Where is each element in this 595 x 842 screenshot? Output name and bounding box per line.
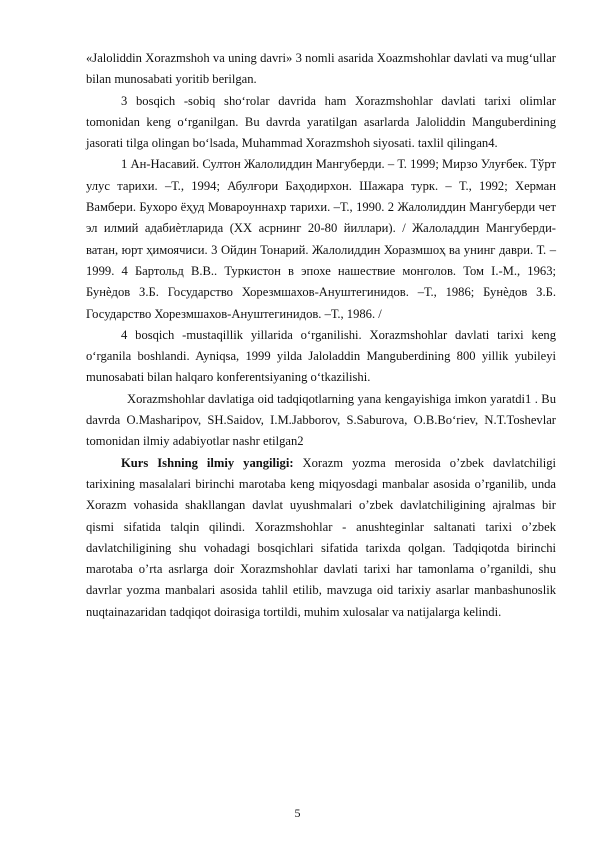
page-number: 5 xyxy=(294,806,301,820)
paragraph-novelty-body: Xorazm yozma merosida o’zbek davlatchiligi tarixining masalalari birinchi marotaba keng miqyosdagi manbalar asosida o’rganilib, unda Xorazm vohasida shakllangan davlat uyushmalari o’zbek davlatchiligining ajralmas bir qismi sifatida talqin qilindi. Xorazmshohlar - anushteginlar saltanati tarixi o’zbek davlatchiligining shu vohadagi bosqichlari sifatida tarixda qolgan. Tadqiqotda birinchi marotaba o’rta asrlarga doir Xorazmshohlar davlati tarixi har tamonlama o’rganildi, shu davrlar yozma manbalari asosida tahlil etilib, mavzuga oid tarixiy asarlar manbashunoslik nuqtainazaridan tadqiqot doirasiga tortildi, muhim xulosalar va natijalarga kelindi. xyxy=(86,455,557,619)
paragraph-stage-four: 4 bosqich -mustaqillik yillarida o‘rganilishi. Xorazmshohlar davlati tarixi keng o‘rganila boshlandi. Ayniqsa, 1999 yilda Jaloladdin Manguberdining 800 yillik yubileyi munosabati bilan halqaro konferentsiyaning o‘tkazilishi. xyxy=(86,327,556,385)
section-heading-novelty: Kurs Ishning ilmiy yangiligi: xyxy=(121,455,294,470)
paragraph-intro-continuation: «Jaloliddin Xorazmshoh va uning davri» 3 nomli asarida Xoazmshohlar davlati va mug‘ullar bilan munosabati yoritib berilgan. xyxy=(86,51,556,87)
paragraph-research-expansion: Xorazmshohlar davlatiga oid tadqiqotlarning yana kengayishiga imkon yaratdi1 . Bu davrda O.Masharipov, SH.Saidov, I.M.Jabborov, S.Saburova, O.B.Bo‘riev, N.T.Toshevlar tomonidan ilmiy adabiyotlar nashr etilgan2 xyxy=(86,391,556,449)
paragraph-footnotes: 1 Ан-Насавий. Султон Жалолиддин Мангуберди. – Т. 1999; Мирзо Улуғбек. Тўрт улус тарихи. –Т., 1994; Абулғори Баҳодирхон. Шажара турк. – Т., 1992; Херман Вамбери. Бухоро ёҳуд Мовароуннахр тарихи. –Т., 1990. 2 Жалолиддин Мангуберди чет эл илмий адабиѐтларида (XX асрнинг 20-80 йиллари). / Жалоладдин Мангуберди-ватан, юрт ҳимоячиси. 3 Ойдин Тонарий. Жалолиддин Хоразмшоҳ ва унинг даври. Т. – 1999. 4 Бартольд В.В.. Туркистон в эпохе нашествие монголов. Том I.-М., 1963; Бунѐдов З.Б. Государство Хорезмшахов-Ануштегинидов. –Т., 1986; Бунѐдов З.Б. Государство Хорезмшахов-Ануштегинидов. –Т., 1986. / xyxy=(86,157,556,321)
paragraph-stage-three: 3 bosqich -sobiq sho‘rolar davrida ham Xorazmshohlar davlati tarixi olimlar tomonidan keng o‘rganilgan. Bu davrda yaratilgan asarlarda Jaloliddin Manguberdining jasorati tilga olingan bo‘lsada, Muhammad Xorazmshoh siyosati. taxlil qilingan4. xyxy=(86,93,556,151)
paragraph-scientific-novelty xyxy=(86,453,556,623)
document-body xyxy=(86,48,556,623)
